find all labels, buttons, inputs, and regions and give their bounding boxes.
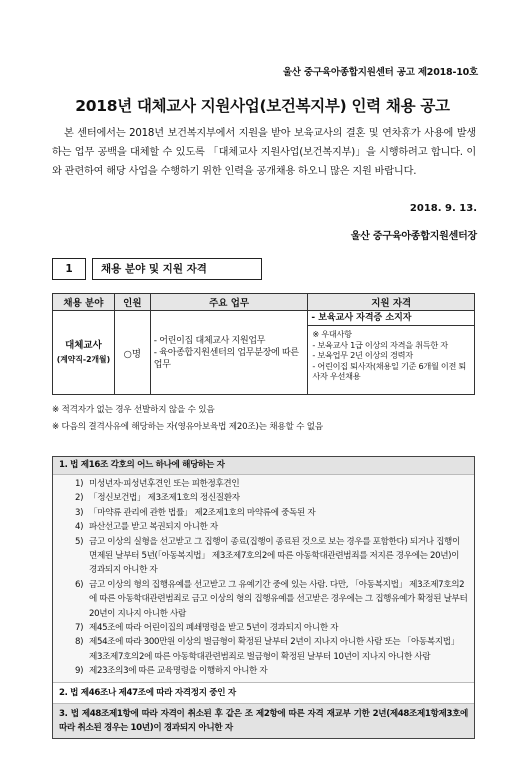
duties-cell <box>150 311 308 395</box>
note-item: ※ 다음의 결격사유에 해당하는 자(영유아보육법 제20조)는 채용할 수 없음 <box>52 422 323 432</box>
note-item: ※ 적격자가 없는 경우 선발하지 않을 수 있음 <box>52 405 215 415</box>
list-item <box>75 635 468 664</box>
item-text: 금고 이상의 형의 집행유예를 선고받고 그 유예기간 중에 있는 사람. 다만, 「아동복지법」 제3조제7호의2에 따른 아동학대관련범죄로 금고 이상의 형의 집행유예를 선고받은 경우에는 그 집행유예가 확정된 날부터 20년이 지나지 아니한 사람 <box>89 579 468 619</box>
item-number: 7) <box>75 623 84 634</box>
list-item <box>75 506 468 520</box>
duty-item: - 육아종합지원센터의 업무분장에 따른 업무 <box>153 347 299 370</box>
item-text: 제54조에 따라 300만원 이상의 벌금형이 확정된 날부터 2년이 지나지 아니한 사람 또는 「아동복지법」 제3조제7호의2에 따른 아동학대관련범죄로 벌금형이 확정된 날부터 10년이 지나지 아니한 사람 <box>89 637 459 662</box>
table-header-row <box>53 294 475 311</box>
list-item <box>75 491 468 505</box>
disqual-item-3: 3. 법 제48조제1항에 따라 자격이 취소된 후 같은 조 제2항에 따른 자격 재교부 기한 2년(제48조제1항제3호에 따라 취소된 경우는 10년)이 경과되지 아니한 자 <box>53 704 474 738</box>
item-number: 8) <box>75 637 84 648</box>
item-number: 9) <box>75 666 84 677</box>
item-text: 「마약류 관리에 관한 법률」 제2조제1호의 마약류에 중독된 자 <box>89 507 316 518</box>
pref-item: ※ 우대사항 <box>312 329 352 339</box>
table-row <box>53 311 475 395</box>
section-title: 채용 분야 및 지원 자격 <box>92 258 262 280</box>
qualification-cell <box>308 311 475 395</box>
list-item <box>75 535 468 578</box>
pref-item: - 보육교사 1급 이상의 자격을 취득한 자 <box>312 339 448 350</box>
header-count: 인원 <box>114 294 150 311</box>
intro-paragraph <box>52 124 476 181</box>
header-qualification: 지원 자격 <box>308 294 475 311</box>
disqual-items <box>53 475 474 683</box>
item-text: 금고 이상의 실형을 선고받고 그 집행이 종료(집행이 종료된 것으로 보는 경우를 포함한다) 되거나 집행이 면제된 날부터 5년(「아동복지법」 제3조제7호의2에 따른 아동학대관련범죄를 저지른 경우에는 20년)이 경과되지 아니한 자 <box>89 536 460 576</box>
disqual-head: 1. 법 제16조 각호의 어느 하나에 해당하는 자 <box>53 457 474 475</box>
count-cell: ○명 <box>114 311 150 395</box>
qualification-required: - 보육교사 자격증 소지자 <box>308 311 474 326</box>
item-number: 6) <box>75 579 84 590</box>
item-text: 「정신보건법」 제3조제1호의 정신질환자 <box>89 493 240 504</box>
item-number: 5) <box>75 536 84 547</box>
item-text: 제45조에 따라 어린이집의 폐쇄명령을 받고 5년이 경과되지 아니한 자 <box>89 623 339 634</box>
notice-date: 2018. 9. 13. <box>409 203 477 214</box>
section-number: 1 <box>52 258 86 280</box>
item-number: 2) <box>75 493 84 504</box>
page-title: 2018년 대체교사 지원사업(보건복지부) 인력 채용 공고 <box>75 97 450 115</box>
list-item <box>75 621 468 635</box>
list-item <box>75 477 468 491</box>
list-item <box>75 520 468 534</box>
pref-item: - 보육업무 2년 이상의 경력자 <box>312 350 413 361</box>
field-note: (계약직-2개월) <box>56 354 111 364</box>
list-item <box>75 578 468 621</box>
item-text: 파산선고를 받고 복권되지 아니한 자 <box>89 522 218 533</box>
qualification-preferred <box>308 326 474 382</box>
pref-item: - 어린이집 퇴사자(채용일 기준 6개월 이전 퇴사자 우선채용 <box>312 360 467 382</box>
header-duties: 주요 업무 <box>150 294 308 311</box>
item-number: 1) <box>75 479 84 489</box>
item-text: 제23조의3에 따른 교육명령을 이행하지 아니한 자 <box>89 666 268 677</box>
item-number: 3) <box>75 507 84 518</box>
duty-item: - 어린이집 대체교사 지원업무 <box>153 335 266 346</box>
recruitment-table <box>52 293 475 395</box>
issuer-name: 울산 중구육아종합지원센터장 <box>350 231 477 242</box>
disqualification-box <box>52 456 475 739</box>
disqual-item-2: 2. 법 제46조나 제47조에 따라 자격정지 중인 자 <box>53 683 474 704</box>
header-field: 채용 분야 <box>53 294 115 311</box>
item-number: 4) <box>75 522 84 533</box>
notes <box>52 402 475 436</box>
intro-text: 본 센터에서는 2018년 보건복지부에서 지원을 받아 보육교사의 결혼 및 연차휴가 사용에 발생하는 업무 공백을 대체할 수 있도록 「대체교사 지원사업(보건복지부)」을 시행하려고 합니다. 이와 관련하여 해당 사업을 수행하기 위한 인력을 공개채용 하오니 많은 지원 바랍니다. <box>52 128 476 177</box>
field-cell <box>53 311 115 395</box>
field-name: 대체교사 <box>65 339 102 351</box>
notice-number: 울산 중구육아종합지원센터 공고 제2018-10호 <box>282 67 478 78</box>
item-text: 미성년자·피성년후견인 또는 피한정후견인 <box>89 479 240 489</box>
list-item <box>75 664 468 678</box>
